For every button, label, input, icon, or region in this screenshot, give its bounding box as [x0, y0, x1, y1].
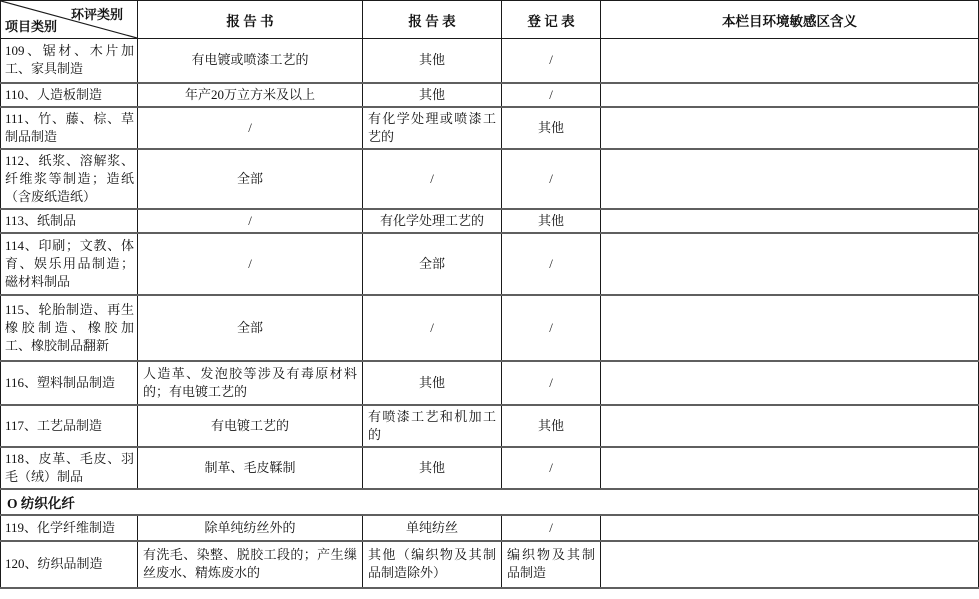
sensitive-meaning-cell [601, 107, 979, 149]
report-form-cell: 有喷漆工艺和机加工的 [363, 405, 502, 447]
report-form-cell: 单纯纺丝 [363, 515, 502, 541]
header-assessment-category: 环评类别 [70, 7, 123, 22]
category-cell: 118、皮革、毛皮、羽毛（绒）制品 [5, 450, 134, 484]
header-project-category: 项目类别 [5, 19, 58, 34]
registration-cell: / [502, 295, 601, 361]
registration-cell: / [502, 515, 601, 541]
sensitive-meaning-cell [601, 541, 979, 588]
registration-cell: / [502, 39, 601, 83]
report-form-cell: 有化学处理工艺的 [363, 209, 502, 233]
diagonal-header-cell [1, 1, 138, 39]
report-book-cell: 人造革、发泡胶等涉及有毒原材料的；有电镀工艺的 [138, 361, 363, 405]
report-form-cell: 其他（编织物及其制品制造除外） [363, 541, 502, 588]
table-row-110 [1, 83, 979, 107]
registration-cell: / [502, 83, 601, 107]
header-registration-form: 登 记 表 [502, 1, 601, 39]
report-book-cell: 制革、毛皮鞣制 [138, 447, 363, 489]
sensitive-meaning-cell [601, 447, 979, 489]
sensitive-meaning-cell [601, 149, 979, 209]
header-report-book: 报 告 书 [138, 1, 363, 39]
report-form-cell: 其他 [363, 39, 502, 83]
section-row-textile [1, 489, 979, 515]
report-form-cell: 其他 [363, 83, 502, 107]
report-form-cell: 全部 [363, 233, 502, 295]
sensitive-meaning-cell [601, 361, 979, 405]
report-book-cell: 有电镀工艺的 [138, 405, 363, 447]
report-book-cell: / [138, 233, 363, 295]
table-body [1, 39, 979, 588]
header-report-form: 报 告 表 [363, 1, 502, 39]
registration-cell: 其他 [502, 405, 601, 447]
sensitive-meaning-cell [601, 515, 979, 541]
table-row-116 [1, 361, 979, 405]
registration-cell: / [502, 447, 601, 489]
report-book-cell: 年产20万立方米及以上 [138, 83, 363, 107]
category-cell: 111、竹、藤、棕、草制品制造 [5, 110, 134, 144]
category-cell: 117、工艺品制造 [5, 417, 103, 433]
report-form-cell: 其他 [363, 447, 502, 489]
table-row-113 [1, 209, 979, 233]
category-cell: 112、纸浆、溶解浆、纤维浆等制造；造纸（含废纸造纸） [5, 152, 134, 204]
category-cell: 119、化学纤维制造 [5, 519, 116, 535]
category-cell: 110、人造板制造 [5, 86, 103, 102]
header-sensitive-meaning: 本栏目环境敏感区含义 [601, 1, 979, 39]
table-row-112 [1, 149, 979, 209]
table-header [1, 1, 979, 39]
registration-cell: / [502, 361, 601, 405]
category-cell: 120、纺织品制造 [5, 556, 103, 571]
report-book-cell: 有电镀或喷漆工艺的 [138, 39, 363, 83]
report-book-cell: / [138, 209, 363, 233]
table-row-118 [1, 447, 979, 489]
table-row-111 [1, 107, 979, 149]
table-row-115 [1, 295, 979, 361]
report-book-cell: / [138, 107, 363, 149]
sensitive-meaning-cell [601, 209, 979, 233]
report-book-cell: 全部 [138, 149, 363, 209]
sensitive-meaning-cell [601, 295, 979, 361]
category-cell: 115、轮胎制造、再生橡胶制造、橡胶加工、橡胶制品翻新 [5, 301, 134, 353]
registration-cell: / [502, 149, 601, 209]
report-book-cell: 全部 [138, 295, 363, 361]
sensitive-meaning-cell [601, 405, 979, 447]
report-book-cell: 除单纯纺丝外的 [138, 515, 363, 541]
category-cell: 113、纸制品 [5, 212, 77, 228]
sensitive-meaning-cell [601, 233, 979, 295]
table-row-119 [1, 515, 979, 541]
header-row [1, 1, 979, 39]
table-row-114 [1, 233, 979, 295]
report-book-cell: 有洗毛、染整、脱胶工段的；产生缫丝废水、精炼废水的 [138, 541, 363, 588]
report-form-cell: / [363, 295, 502, 361]
table-row-117 [1, 405, 979, 447]
registration-cell: 其他 [502, 209, 601, 233]
registration-cell: 编织物及其制品制造 [502, 541, 601, 588]
table-row-120 [1, 541, 979, 588]
sensitive-meaning-cell [601, 39, 979, 83]
registration-cell: 其他 [502, 107, 601, 149]
section-label: O 纺织化纤 [7, 495, 75, 511]
registration-cell: / [502, 233, 601, 295]
table-row-109 [1, 39, 979, 83]
category-cell: 114、印刷；文教、体育、娱乐用品制造；磁材料制品 [5, 237, 134, 289]
category-cell: 116、塑料制品制造 [5, 374, 116, 390]
report-form-cell: 有化学处理或喷漆工艺的 [363, 107, 502, 149]
sensitive-meaning-cell [601, 83, 979, 107]
report-form-cell: 其他 [363, 361, 502, 405]
report-form-cell: / [363, 149, 502, 209]
category-cell: 109、锯材、木片加工、家具制造 [5, 43, 134, 77]
